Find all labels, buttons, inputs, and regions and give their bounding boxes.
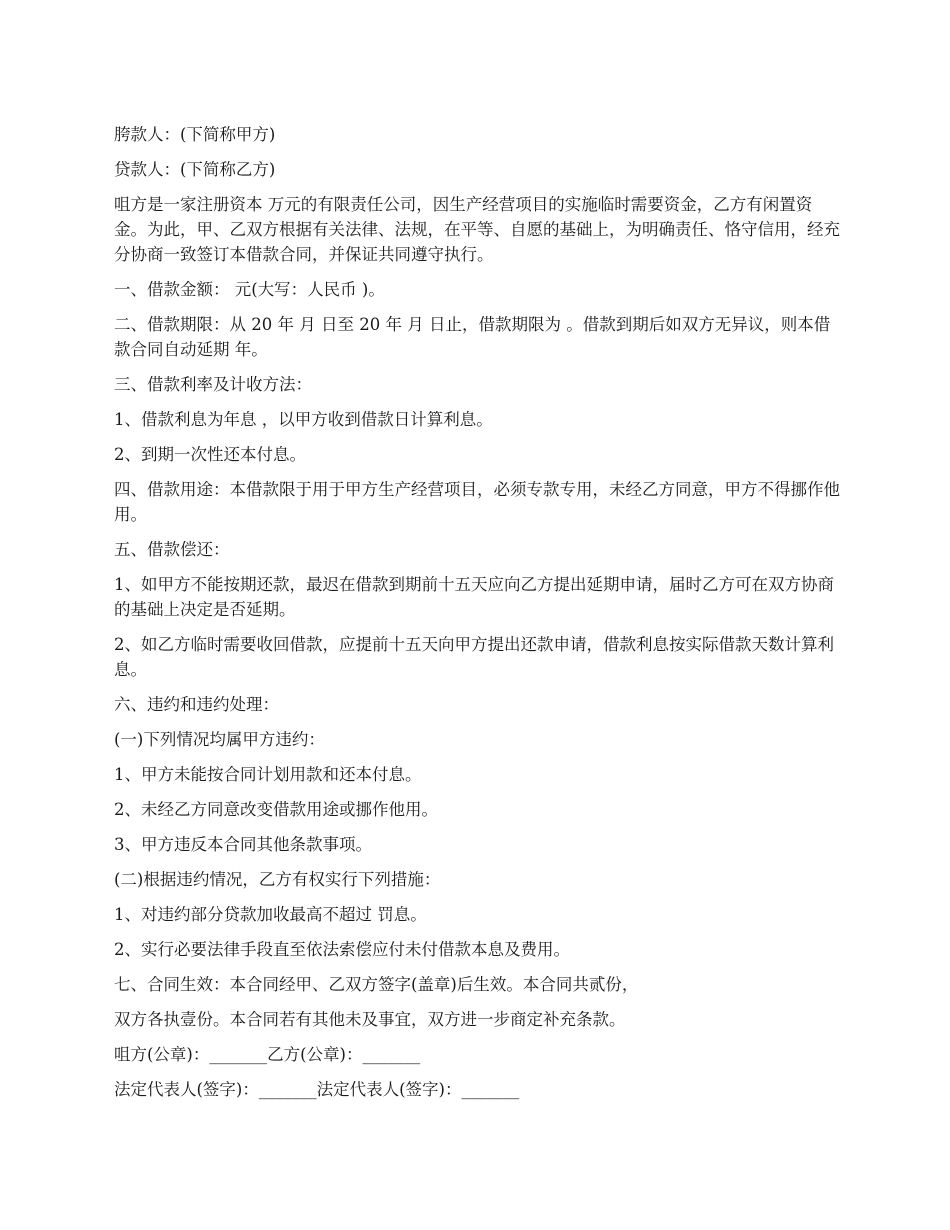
clause-loan-amount: 一、借款金额： 元(大写：人民币 )。: [114, 280, 385, 299]
company-seal-line: 咀方(公章)：_______乙方(公章)：_______: [114, 1045, 421, 1064]
contract-body: [114, 122, 844, 1112]
preamble-paragraph: 咀方是一家注册资本 万元的有限责任公司，因生产经营项目的实施临时需要资金，乙方有闲置资金。为此，甲、乙双方根据有关法律、法规，在平等、自愿的基础上，为明确责任、恪守信用，经充分协商一致签订本借款合同，并保证共同遵守执行。: [114, 195, 840, 264]
clause-loan-purpose: 四、借款用途：本借款限于用于甲方生产经营项目，必须专款专用，未经乙方同意，甲方不得挪作他用。: [114, 480, 840, 524]
clause-repayment-item-1: 1、如甲方不能按期还款，最迟在借款到期前十五天应向乙方提出延期申请，届时乙方可在双方协商的基础上决定是否延期。: [114, 575, 834, 619]
clause-interest-heading: 三、借款利率及计收方法：: [114, 375, 312, 394]
breach-item-3: 3、甲方违反本合同其他条款事项。: [114, 835, 372, 854]
borrower-line: 胯款人：(下简称甲方): [114, 125, 276, 144]
clause-effectiveness-continued: 双方各执壹份。本合同若有其他未及事宜，双方进一步商定补充条款。: [114, 1010, 626, 1029]
breach-item-2: 2、未经乙方同意改变借款用途或挪作他用。: [114, 800, 438, 819]
clause-loan-term: 二、借款期限：从 20 年 月 日至 20 年 月 日止，借款期限为 。借款到期后如双方无异议，则本借款合同自动延期 年。: [114, 315, 831, 359]
lender-line: 贷款人：(下简称乙方): [114, 160, 276, 179]
clause-repayment-heading: 五、借款偿还：: [114, 540, 230, 559]
breach-subheading-1: (一)下列情况均属甲方违约：: [114, 730, 325, 749]
clause-breach-heading: 六、违约和违约处理：: [114, 695, 279, 714]
clause-interest-item-2: 2、到期一次性还本付息。: [114, 445, 306, 464]
clause-effectiveness: 七、合同生效：本合同经甲、乙双方签字(盖章)后生效。本合同共贰份，: [114, 975, 639, 994]
measure-item-1: 1、对违约部分贷款加收最高不超过 罚息。: [114, 905, 427, 924]
measure-item-2: 2、实行必要法律手段直至依法索偿应付未付借款本息及费用。: [114, 940, 570, 959]
clause-repayment-item-2: 2、如乙方临时需要收回借款，应提前十五天向甲方提出还款申请，借款利息按实际借款天数计算利息。: [114, 635, 834, 679]
breach-item-1: 1、甲方未能按合同计划用款和还本付息。: [114, 765, 422, 784]
legal-representative-line: 法定代表人(签字)：_______法定代表人(签字)：_______: [114, 1080, 520, 1099]
clause-interest-item-1: 1、借款利息为年息 ，以甲方收到借款日计算利息。: [114, 410, 493, 429]
breach-subheading-2: (二)根据违约情况，乙方有权实行下列措施：: [114, 870, 441, 889]
